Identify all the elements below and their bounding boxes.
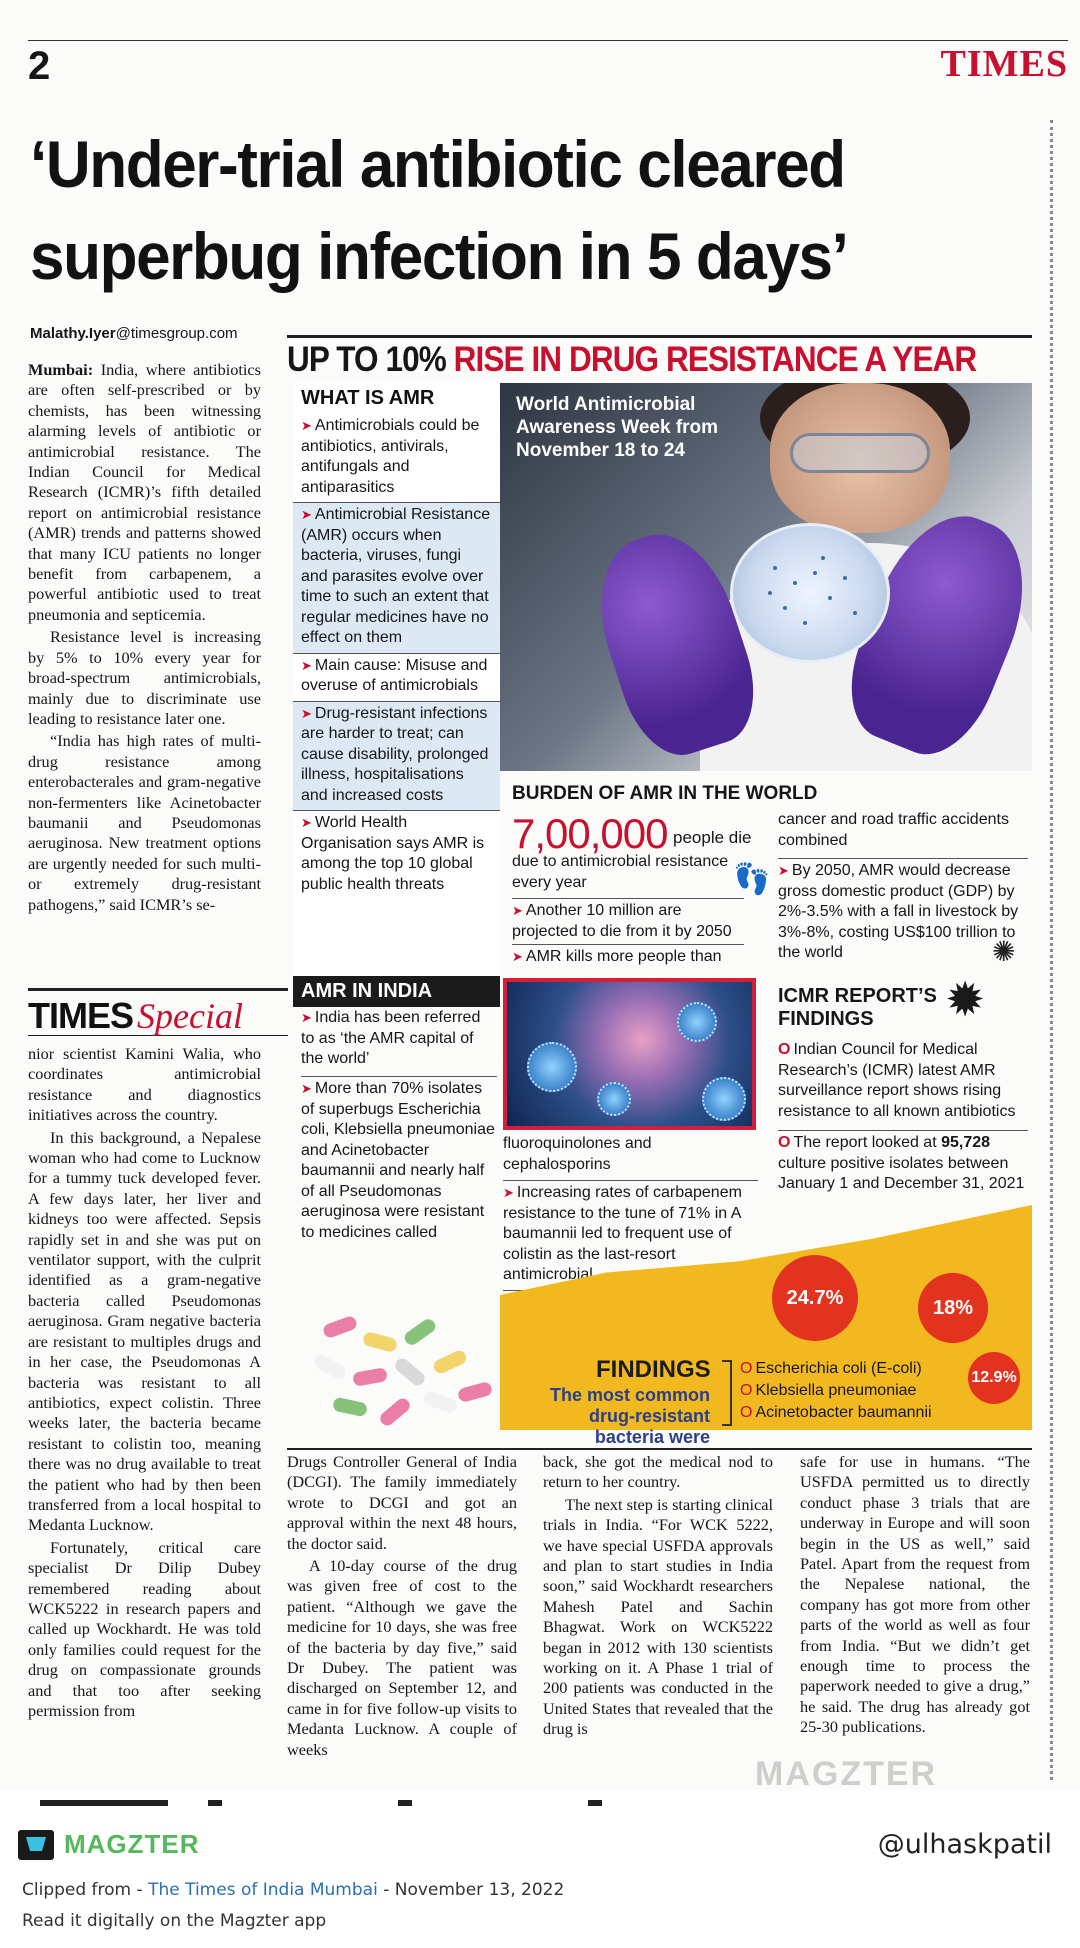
bullet-icon: O <box>740 1360 753 1377</box>
arrow-icon: ➤ <box>301 507 312 522</box>
virus-icon: ✺ <box>992 937 1016 968</box>
what-is-amr-panel <box>293 383 500 976</box>
arrow-icon: ➤ <box>503 1185 514 1200</box>
infographic-title: UP TO 10% RISE IN DRUG RESISTANCE A YEAR <box>287 340 977 379</box>
pills-image <box>293 1300 503 1430</box>
footprint-icon: 👣 <box>733 863 771 896</box>
article-paragraph: Fortunately, critical care specialist Dr Dilip Dubey remembered reading about WCK5222 in research papers and called up Wockhardt. He was told only families could request for the drug on compassionate grounds and that too after seeking permission from <box>28 1537 261 1720</box>
page-number: 2 <box>28 44 51 88</box>
findings-heading: FINDINGS <box>596 1356 711 1383</box>
clipped-from-line: Clipped from - The Times of India Mumbai - November 13, 2022 <box>22 1880 565 1900</box>
article-column-3 <box>543 1452 773 1742</box>
burden-big-number: 7,00,000 <box>512 810 668 857</box>
findings-bracket <box>722 1360 732 1426</box>
amr-fact: ➤ Main cause: Misuse and overuse of antimicrobials <box>293 654 500 702</box>
user-handle: @ulhaskpatil <box>877 1829 1052 1860</box>
safety-goggles <box>790 433 930 473</box>
article-column-1-continued <box>28 1044 261 1723</box>
amr-fact: ➤ World Health Organisation says AMR is among the top 10 global public health threats <box>301 814 485 893</box>
arrow-icon: ➤ <box>512 949 523 964</box>
findings-subheading: The most common drug-resistant bacteria were <box>549 1385 710 1447</box>
bullet-icon: O <box>740 1404 753 1421</box>
lab-photo <box>500 383 1032 771</box>
byline-name: Malathy.Iyer <box>30 325 116 342</box>
magzter-watermark: MAGZTER <box>755 1755 938 1793</box>
arrow-icon: ➤ <box>301 657 312 673</box>
india-fact: ➤ More than 70% isolates of superbugs Escherichia coli, Klebsiella pneumoniae and Acinetobacter baumannii and nearly half of all Pseudomonas aeruginosa were resistant to medicines called <box>301 1076 497 1243</box>
masthead-brand: TIMES <box>940 43 1068 85</box>
read-digitally-text: Read it digitally on the Magzter app <box>22 1911 327 1931</box>
arrow-icon: ➤ <box>301 1010 312 1025</box>
special-word-1: TIMES <box>28 995 134 1036</box>
virus-map-image <box>503 978 756 1130</box>
burden-text: cancer and road traffic accidents combined <box>778 811 1009 849</box>
finding-item: O Klebsiella pneumoniae <box>740 1382 917 1399</box>
top-rule <box>28 40 1068 41</box>
arrow-icon: ➤ <box>301 705 312 721</box>
amr-fact: ➤ Antimicrobials could be antibiotics, antivirals, antifungals and antiparasitics <box>293 414 500 503</box>
footer-dash <box>40 1800 168 1806</box>
bullet-icon: O <box>740 1382 753 1399</box>
dateline: Mumbai: <box>28 360 94 379</box>
arrow-icon: ➤ <box>301 815 312 830</box>
india-fact-continued: fluoroquinolones and cephalosporins <box>503 1135 652 1173</box>
isolates-count: 95,728 <box>941 1134 991 1151</box>
article-paragraph: Mumbai: India, where antibiotics are often self-prescribed or by chemists, has been witnessing alarming levels of antibiotic or antimicrobial resistance. The Indian Council for Medical Research (ICMR)’s fifth detailed report on antimicrobial resistance (AMR) trends and patterns showed that many ICU patients no longer benefit from carbapenem, a powerful antibiotic used to treat pneumonia and septicemia. <box>28 360 261 624</box>
arrow-icon: ➤ <box>301 1081 312 1096</box>
icmr-heading: ICMR REPORT’S FINDINGS <box>778 985 937 1030</box>
india-fact: ➤ India has been referred to as ‘the AMR capital of the world’ <box>301 1009 481 1067</box>
arrow-icon: ➤ <box>512 903 523 918</box>
footer-dash <box>208 1800 222 1806</box>
article-paragraph: back, she got the medical nod to return to her country. <box>543 1452 773 1492</box>
special-word-2: Special <box>137 996 243 1036</box>
article-paragraph: The next step is starting clinical trials in India. “For WCK 5222, we have special USFDA approvals and plan to start studies in India soon,” said Wockhardt researchers Mahesh Patel and Sachin Bhagwat. Work on WCK5222 began in 2012 with 130 scientists working on it. A Phase 1 trial of 200 patients was conducted in the United States that revealed that the drug is <box>543 1494 773 1739</box>
dotted-divider <box>1050 120 1053 1780</box>
byline <box>30 325 238 342</box>
icmr-finding: O Indian Council for Medical Research’s (ICMR) latest AMR surveillance report shows rising resistance to all known antibiotics <box>778 1041 1016 1120</box>
icmr-finding: O The report looked at 95,728 culture positive isolates between January 1 and December 31, 2021 <box>778 1130 1028 1195</box>
article-paragraph: nior scientist Kamini Walia, who coordinates antimicrobial resistance and diagnostics initiatives across the country. <box>28 1044 261 1125</box>
source-link[interactable]: The Times of India Mumbai <box>148 1880 378 1900</box>
finding-item: O Escherichia coli (E-coli) <box>740 1360 922 1377</box>
amr-fact: ➤ Drug-resistant infections are harder to treat; can cause disability, prolonged illness, hospitalisations and increased costs <box>293 702 500 812</box>
article-column-1 <box>28 360 261 917</box>
finding-item: O Acinetobacter baumannii <box>740 1404 932 1421</box>
magzter-logo-icon[interactable] <box>18 1830 54 1860</box>
burden-text: ➤ Another 10 million are projected to die from it by 2050 <box>512 898 744 942</box>
article-paragraph: Resistance level is increasing by 5% to 10% every year for broad-spectrum antimicrobials, mainly due to discriminate use leading to resistance later one. <box>28 627 261 728</box>
article-paragraph: Drugs Controller General of India (DCGI). The family immediately wrote to DCGI and got an approval within the next 48 hours, the doctor said. <box>287 1452 517 1553</box>
burden-big-suffix: people die <box>673 828 752 847</box>
bullet-icon: O <box>778 1041 791 1058</box>
burden-text: ➤ AMR kills more people than <box>512 944 744 968</box>
article-paragraph: In this background, a Nepalese woman who had come to Lucknow for a tummy tuck developed fever. A few days later, her liver and kidneys too were affected. Sepsis rapidly set in and she was put on ventilator support, with the culprit identified as a gram-negative bacteria called Pseudomonas aeruginosa. Gram negative bacteria are resistant to multiples drugs and in her case, the Pseudomonas A bacteria was resistant to all antibiotics, expect colistin. Three weeks later, the bacteria became resistant to colistin too, meaning there was no drug available to treat the patient who had by then been transferred from a local hospital to Medanta Lucknow. <box>28 1127 261 1535</box>
percent-bubble-ecoli: 24.7% <box>772 1255 858 1341</box>
infographic-rule <box>287 335 1032 338</box>
byline-domain: @timesgroup.com <box>115 325 238 342</box>
amr-in-india-heading: AMR IN INDIA <box>293 976 500 1007</box>
what-is-amr-heading: WHAT IS AMR <box>301 387 435 409</box>
bullet-icon: O <box>778 1134 791 1151</box>
percent-bubble-acinetobacter: 12.9% <box>968 1352 1020 1404</box>
headline-line-2: superbug infection in 5 days’ <box>30 219 848 293</box>
magzter-app-name[interactable]: MAGZTER <box>64 1829 200 1859</box>
virus-icon: ✹ <box>945 974 986 1027</box>
footer-dash <box>398 1800 412 1806</box>
article-paragraph: A 10-day course of the drug was given free of cost to the patient. “Although we gave the medicine for 10 days, she was free of the bacteria by day five,” said Dr Dubey. The patient was discharged on September 12, and came in for five follow-up visits to Medanta Lucknow. A couple of weeks <box>287 1556 517 1759</box>
footer-dash <box>588 1800 602 1806</box>
petri-dish <box>730 523 890 663</box>
burden-text: due to antimicrobial resistance every year <box>512 853 729 891</box>
headline <box>30 118 979 302</box>
article-column-2 <box>287 1452 517 1762</box>
arrow-icon: ➤ <box>301 418 312 433</box>
amr-fact: ➤ Antimicrobial Resistance (AMR) occurs when bacteria, viruses, fungi and parasites evolve over time to such an extent that regular medicines have no effect on them <box>293 503 500 654</box>
times-special-label <box>28 988 288 1036</box>
photo-caption: World Antimicrobial Awareness Week from November 18 to 24 <box>516 394 719 461</box>
burden-text: ➤ By 2050, AMR would decrease gross domestic product (GDP) by 2%-3.5% with a fall in livestock by 3%-8%, costing US$100 trillion to the world <box>778 858 1028 964</box>
headline-line-1: ‘Under-trial antibiotic cleared <box>30 127 845 201</box>
burden-heading: BURDEN OF AMR IN THE WORLD <box>512 783 818 804</box>
article-paragraph: safe for use in humans. “The USFDA permitted us to directly conduct phase 3 trials that are underway in Europe and will soon begin in the US as well,” said Patel. Apart from the request from the Nepalese national, the company has got more from other parts of the world as well as four from India. “But we didn’t get enough time to process the paperwork needed to give a drug,” he said. The drug has already got 25-30 publications. <box>800 1452 1030 1737</box>
arrow-icon: ➤ <box>778 863 789 878</box>
infographic-bottom-rule <box>287 1448 1032 1450</box>
india-fact: ➤ Increasing rates of carbapenem resistance to the tune of 71% in A baumannii led to frequent use of colistin as the last-resort antimicrobial <box>503 1180 758 1286</box>
percent-bubble-klebsiella: 18% <box>918 1273 988 1343</box>
article-paragraph: “India has high rates of multi-drug resistance among enterobacterales and gram-negative non-fermenters like Acinetobacter baumanii and Pseudomonas aeruginosa. New treatment options are urgently needed for such multi- or extremely drug-resistant pathogens,” said ICMR’s se- <box>28 731 261 914</box>
article-column-4 <box>800 1452 1030 1740</box>
